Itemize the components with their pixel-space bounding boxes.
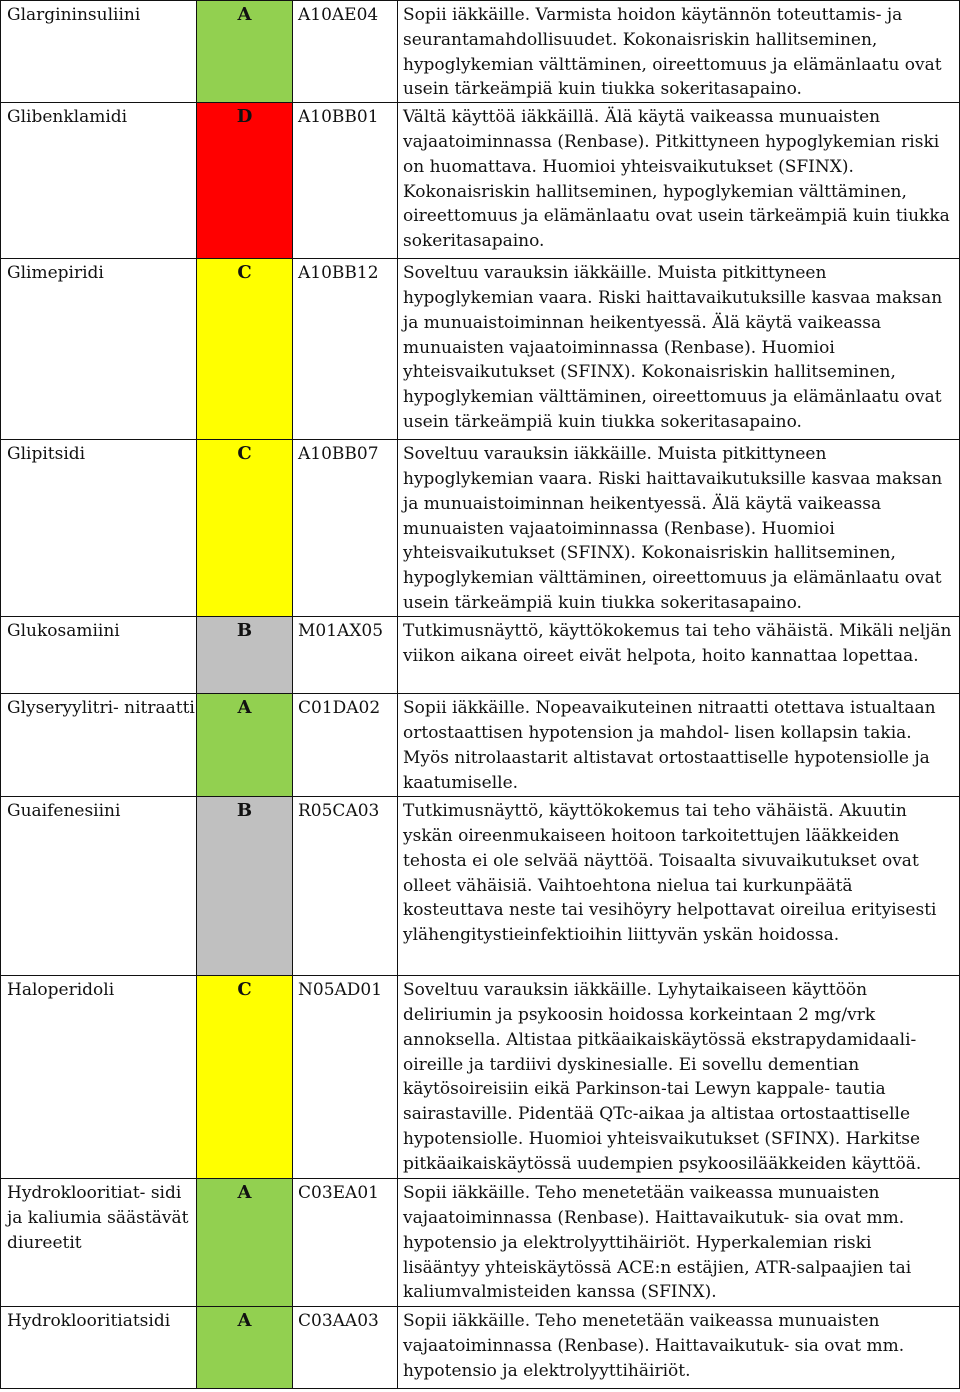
class-cell: B <box>197 617 293 694</box>
atc-code: A10BB07 <box>293 440 398 617</box>
class-cell: A <box>197 1 293 103</box>
recommendation-text: Soveltuu varauksin iäkkäille. Muista pitkittyneen hypoglykemian vaara. Riski haittavaikutuksille kasvaa maksan ja munuaistoiminnan heikentyessä. Älä käytä vaikeassa munuaisten vajaatoiminnassa (Renbase). Huomioi yhteisvaikutukset (SFINX). Kokonaisriskin hallitseminen, hypoglykemian välttäminen, oireettomuus ja elämänlaatu ovat usein tärkeämpiä kuin tiukka sokeritasapaino. <box>398 259 960 440</box>
drug-name: Hydroklooritiatsidi <box>1 1307 197 1389</box>
drug-name: Hydroklooritiat- sidi ja kaliumia säästävät diureetit <box>1 1179 197 1307</box>
atc-code: A10BB12 <box>293 259 398 440</box>
recommendation-text: Sopii iäkkäille. Teho menetetään vaikeassa munuaisten vajaatoiminnassa (Renbase). Haittavaikutuk- sia ovat mm. hypotensio ja elektrolyyttihäiriöt. <box>398 1307 960 1389</box>
table-row <box>1 103 960 259</box>
table-row <box>1 259 960 440</box>
drug-name: Guaifenesiini <box>1 797 197 976</box>
atc-code: M01AX05 <box>293 617 398 694</box>
class-cell: C <box>197 440 293 617</box>
drug-name: Glipitsidi <box>1 440 197 617</box>
drug-name: Glibenklamidi <box>1 103 197 259</box>
class-cell: C <box>197 976 293 1179</box>
table-row <box>1 797 960 976</box>
class-cell: A <box>197 1307 293 1389</box>
recommendation-text: Soveltuu varauksin iäkkäille. Muista pitkittyneen hypoglykemian vaara. Riski haittavaikutuksille kasvaa maksan ja munuaistoiminnan heikentyessä. Älä käytä vaikeassa munuaisten vajaatoiminnassa (Renbase). Huomioi yhteisvaikutukset (SFINX). Kokonaisriskin hallitseminen, hypoglykemian välttäminen, oireettomuus ja elämänlaatu ovat usein tärkeämpiä kuin tiukka sokeritasapaino. <box>398 440 960 617</box>
drug-name: Glyseryylitri- nitraatti <box>1 694 197 797</box>
class-cell: A <box>197 1179 293 1307</box>
recommendation-text: Sopii iäkkäille. Varmista hoidon käytännön toteuttamis- ja seurantamahdollisuudet. Kokonaisriskin hallitseminen, hypoglykemian välttäminen, oireettomuus ja elämänlaatu ovat usein tärkeämpiä kuin tiukka sokeritasapaino. <box>398 1 960 103</box>
table-row <box>1 440 960 617</box>
class-cell: A <box>197 694 293 797</box>
atc-code: R05CA03 <box>293 797 398 976</box>
drug-name: Glargininsuliini <box>1 1 197 103</box>
atc-code: A10AE04 <box>293 1 398 103</box>
table-row <box>1 1 960 103</box>
table-row <box>1 617 960 694</box>
atc-code: C01DA02 <box>293 694 398 797</box>
drug-name: Glukosamiini <box>1 617 197 694</box>
table-row <box>1 1307 960 1389</box>
table-row <box>1 976 960 1179</box>
recommendation-text: Tutkimusnäyttö, käyttökokemus tai teho vähäistä. Akuutin yskän oireenmukaiseen hoitoon tarkoitettujen lääkkeiden tehosta ei ole selvää näyttöä. Toisaalta sivuvaikutukset ovat olleet vähäisiä. Vaihtoehtona nielua tai kurkunpäätä kosteuttava neste tai vesihöyry helpottavat oireilua erityisesti ylähengitystieinfektioihin liittyvän yskän hoidossa. <box>398 797 960 976</box>
recommendation-text: Sopii iäkkäille. Nopeavaikuteinen nitraatti otettava istualtaan ortostaattisen hypotension ja mahdol- lisen kollapsin takia. Myös nitrolaastarit altistavat ortostaattiselle hypotensiolle ja kaatumiselle. <box>398 694 960 797</box>
atc-code: C03EA01 <box>293 1179 398 1307</box>
atc-code: A10BB01 <box>293 103 398 259</box>
class-cell: D <box>197 103 293 259</box>
atc-code: C03AA03 <box>293 1307 398 1389</box>
recommendation-text: Tutkimusnäyttö, käyttökokemus tai teho vähäistä. Mikäli neljän viikon aikana oireet eivät helpota, hoito kannattaa lopettaa. <box>398 617 960 694</box>
table-row <box>1 694 960 797</box>
atc-code: N05AD01 <box>293 976 398 1179</box>
recommendation-text: Sopii iäkkäille. Teho menetetään vaikeassa munuaisten vajaatoiminnassa (Renbase). Haittavaikutuk- sia ovat mm. hypotensio ja elektrolyyttihäiriöt. Hyperkalemian riski lisääntyy yhteiskäytössä ACE:n estäjien, ATR-salpaajien tai kaliumvalmisteiden kanssa (SFINX). <box>398 1179 960 1307</box>
table-row <box>1 1179 960 1307</box>
recommendation-text: Soveltuu varauksin iäkkäille. Lyhytaikaiseen käyttöön deliriumin ja psykoosin hoidossa korkeintaan 2 mg/vrk annoksella. Altistaa pitkäaikaiskäytössä ekstrapydamidaali-oireille ja tardiivi dyskinesialle. Ei sovellu dementian käytösoireisiin eikä Parkinson-tai Lewyn kappale- tautia sairastaville. Pidentää QTc-aikaa ja altistaa ortostaattiselle hypotensiolle. Huomioi yhteisvaikutukset (SFINX). Harkitse pitkäaikaiskäytössä uudempien psykoosilääkkeiden käyttöä. <box>398 976 960 1179</box>
recommendation-text: Vältä käyttöä iäkkäillä. Älä käytä vaikeassa munuaisten vajaatoiminnassa (Renbase). Pitkittyneen hypoglykemian riski on huomattava. Huomioi yhteisvaikutukset (SFINX). Kokonaisriskin hallitseminen, hypoglykemian välttäminen, oireettomuus ja elämänlaatu ovat usein tärkeämpiä kuin tiukka sokeritasapaino. <box>398 103 960 259</box>
class-cell: C <box>197 259 293 440</box>
drug-name: Glimepiridi <box>1 259 197 440</box>
class-cell: B <box>197 797 293 976</box>
drug-name: Haloperidoli <box>1 976 197 1179</box>
